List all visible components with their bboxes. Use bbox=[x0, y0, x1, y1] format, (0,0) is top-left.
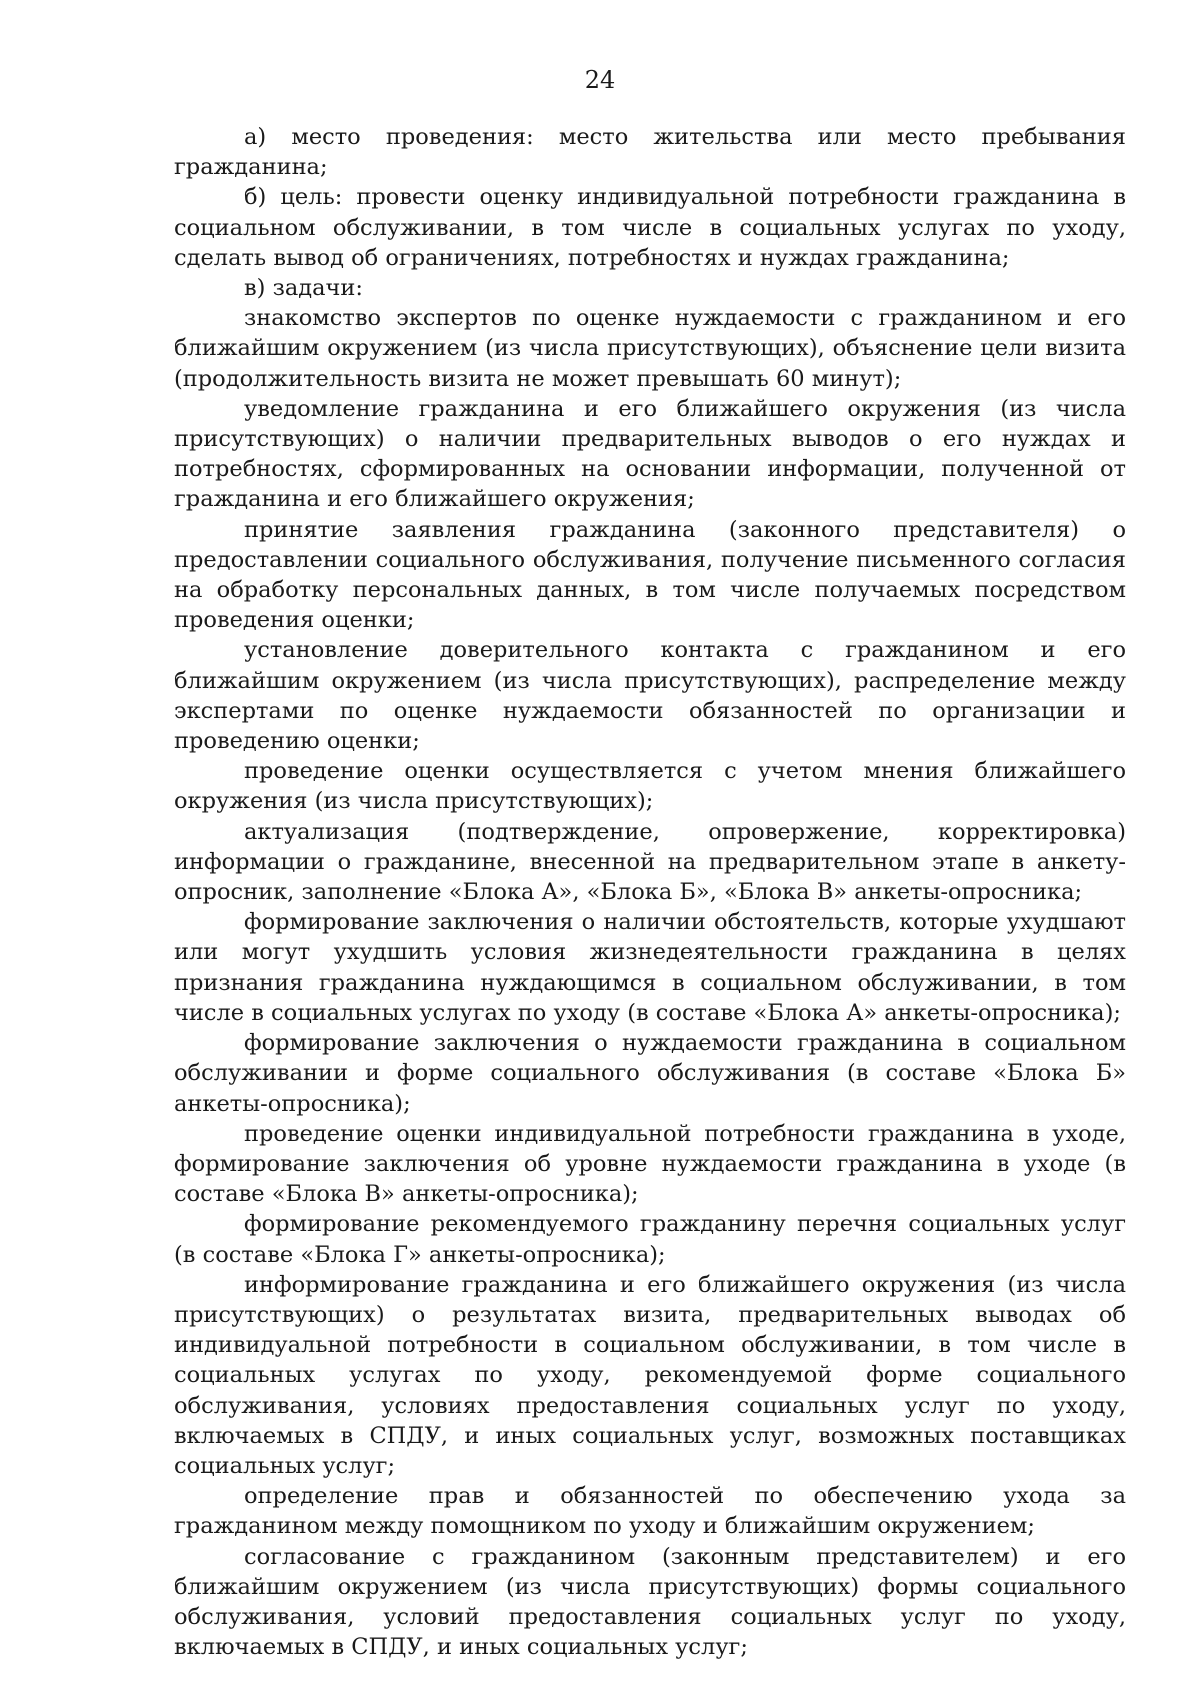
document-body bbox=[174, 122, 1126, 1662]
list-item: актуализация (подтверждение, опровержение, корректировка) информации о гражданине, внесенной на предварительном этапе в анкету-опросник, заполнение «Блока А», «Блока Б», «Блока В» анкеты-опросника; bbox=[174, 818, 1126, 906]
list-item: проведение оценки индивидуальной потребности гражданина в уходе, формирование заключения об уровне нуждаемости гражданина в уходе (в составе «Блока В» анкеты-опросника); bbox=[174, 1120, 1126, 1208]
paragraph-b: б) цель: провести оценку индивидуальной потребности гражданина в социальном обслуживании, в том числе в социальных услугах по уходу, сделать вывод об ограничениях, потребностях и нуждах гражданина; bbox=[174, 184, 1126, 271]
paragraph-a: а) место проведения: место жительства или место пребывания гражданина; bbox=[174, 124, 1126, 181]
list-item: принятие заявления гражданина (законного представителя) о предоставлении социального обслуживания, получение письменного согласия на обработку персональных данных, в том числе получаемых посредством проведения оценки; bbox=[174, 516, 1126, 634]
list-item: формирование заключения о нуждаемости гражданина в социальном обслуживании и форме социального обслуживания (в составе «Блока Б» анкеты-опросника); bbox=[174, 1030, 1126, 1117]
paragraph-c: в) задачи: bbox=[244, 275, 364, 302]
page-number: 24 bbox=[584, 66, 616, 94]
list-item: формирование рекомендуемого гражданину перечня социальных услуг (в составе «Блока Г» анкеты-опросника); bbox=[174, 1211, 1126, 1268]
list-item: информирование гражданина и его ближайшего окружения (из числа присутствующих) о результатах визита, предварительных выводах об индивидуальной потребности в социальном обслуживании, в том числе в социальных услугах по уходу, рекомендуемой форме социального обслуживания, условиях предоставления социальных услуг по уходу, включаемых в СПДУ, и иных социальных услуг, возможных поставщиках социальных услуг; bbox=[174, 1271, 1126, 1479]
list-item: уведомление гражданина и его ближайшего окружения (из числа присутствующих) о наличии предварительных выводов о его нуждах и потребностях, сформированных на основании информации, полученной от гражданина и его ближайшего окружения; bbox=[174, 395, 1126, 513]
list-item: формирование заключения о наличии обстоятельств, которые ухудшают или могут ухудшить условия жизнедеятельности гражданина в целях признания гражданина нуждающимся в социальном обслуживании, в том числе в социальных услугах по уходу (в составе «Блока А» анкеты-опросника); bbox=[174, 909, 1126, 1026]
list-item: проведение оценки осуществляется с учетом мнения ближайшего окружения (из числа присутствующих); bbox=[174, 758, 1126, 815]
list-item: знакомство экспертов по оценке нуждаемости с гражданином и его ближайшим окружением (из числа присутствующих), объяснение цели визита (продолжительность визита не может превышать 60 минут); bbox=[174, 305, 1126, 392]
list-item: определение прав и обязанностей по обеспечению ухода за гражданином между помощником по уходу и ближайшим окружением; bbox=[174, 1483, 1126, 1540]
list-item: согласование с гражданином (законным представителем) и его ближайшим окружением (из числа присутствующих) формы социального обслуживания, условий предоставления социальных услуг по уходу, включаемых в СПДУ, и иных социальных услуг; bbox=[174, 1543, 1126, 1661]
list-item: установление доверительного контакта с гражданином и его ближайшим окружением (из числа присутствующих), распределение между экспертами по оценке нуждаемости обязанностей по организации и проведению оценки; bbox=[174, 637, 1126, 755]
